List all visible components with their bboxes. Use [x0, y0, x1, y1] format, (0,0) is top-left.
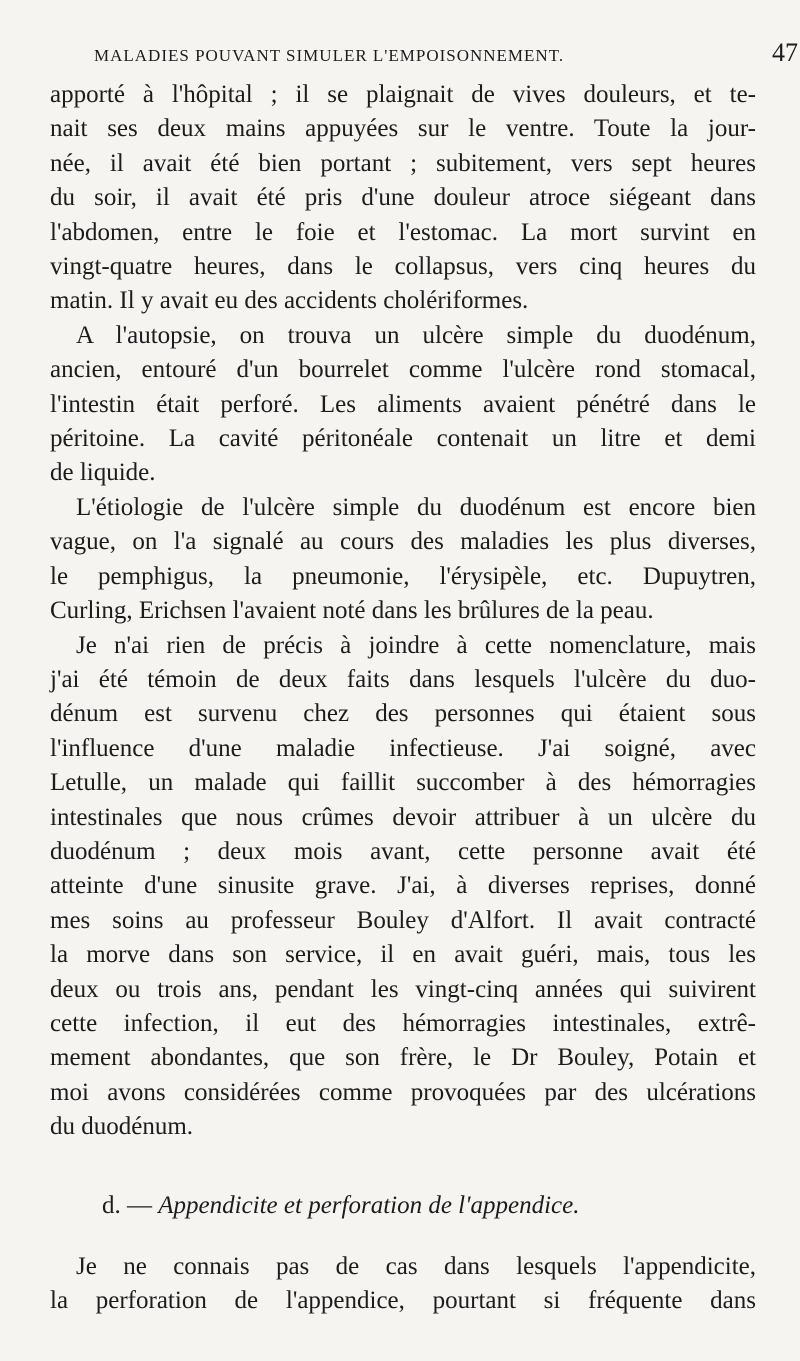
text-line: dénum est survenu chez des personnes qui étaient sous — [50, 700, 756, 728]
text-line: née, il avait été bien portant ; subitement, vers sept heures — [50, 149, 756, 177]
page-number: 47 — [772, 38, 798, 67]
text-line: le pemphigus, la pneumonie, l'érysipèle, etc. Dupuytren, — [50, 562, 756, 590]
text-line: vingt-quatre heures, dans le collapsus, vers cinq heures du — [50, 253, 756, 281]
paragraph-2 — [50, 319, 756, 491]
text-line: deux ou trois ans, pendant les vingt-cinq années qui suivirent — [50, 975, 756, 1003]
section-title-text: Appendicite et perforation de l'appendice. — [158, 1192, 580, 1219]
text-line: de liquide. — [50, 459, 156, 487]
text-line: l'abdomen, entre le foie et l'estomac. La mort survint en — [50, 218, 756, 246]
text-line: la morve dans son service, il en avait guéri, mais, tous les — [50, 941, 756, 969]
text-line: l'influence d'une maladie infectieuse. J'ai soigné, avec — [50, 734, 756, 762]
text-line: L'étiologie de l'ulcère simple du duodénum est encore bien — [76, 493, 756, 521]
body-text — [50, 78, 756, 1145]
text-line: nait ses deux mains appuyées sur le ventre. Toute la jour- — [50, 115, 756, 143]
text-line: moi avons considérées comme provoquées par des ulcérations — [50, 1078, 756, 1106]
section-letter: d. — — [102, 1192, 152, 1219]
text-line: Letulle, un malade qui faillit succomber à des hémorragies — [50, 769, 756, 797]
text-line: mes soins au professeur Bouley d'Alfort. Il avait contracté — [50, 906, 756, 934]
final-paragraph — [50, 1250, 756, 1319]
text-line: A l'autopsie, on trouva un ulcère simple du duodénum, — [76, 321, 756, 349]
text-line: j'ai été témoin de deux faits dans lesquels l'ulcère du duo- — [50, 665, 756, 693]
text-line: Je ne connais pas de cas dans lesquels l'appendicite, — [76, 1253, 756, 1280]
text-line: intestinales que nous crûmes devoir attribuer à un ulcère du — [50, 803, 756, 831]
paragraph-1 — [50, 78, 756, 319]
text-line: du soir, il avait été pris d'une douleur atroce siégeant dans — [50, 184, 756, 212]
text-line: la perforation de l'appendice, pourtant si fréquente dans — [50, 1287, 756, 1315]
paragraph-4 — [50, 629, 756, 1145]
page-title: MALADIES POUVANT SIMULER L'EMPOISONNEMENT. — [94, 46, 565, 65]
text-line: ancien, entouré d'un bourrelet comme l'ulcère rond stomacal, — [50, 356, 756, 384]
text-line: cette infection, il eut des hémorragies intestinales, extrê- — [50, 1009, 756, 1037]
paragraph-3 — [50, 491, 756, 629]
text-line: Curling, Erichsen l'avaient noté dans les brûlures de la peau. — [50, 597, 654, 625]
section-heading — [102, 1192, 579, 1220]
text-line: péritoine. La cavité péritonéale contenait un litre et demi — [50, 425, 756, 453]
text-line: matin. Il y avait eu des accidents cholériformes. — [50, 287, 529, 315]
text-line: du duodénum. — [50, 1113, 194, 1141]
text-line: atteinte d'une sinusite grave. J'ai, à diverses reprises, donné — [50, 872, 756, 900]
text-line: vague, on l'a signalé au cours des maladies les plus diverses, — [50, 528, 756, 556]
text-line: l'intestin était perforé. Les aliments avaient pénétré dans le — [50, 390, 756, 418]
text-line: mement abondantes, que son frère, le Dr Bouley, Potain et — [50, 1044, 756, 1072]
text-line: Je n'ai rien de précis à joindre à cette nomenclature, mais — [76, 631, 756, 659]
text-line: duodénum ; deux mois avant, cette personne avait été — [50, 837, 756, 865]
text-line: apporté à l'hôpital ; il se plaignait de vives douleurs, et te- — [50, 81, 756, 108]
